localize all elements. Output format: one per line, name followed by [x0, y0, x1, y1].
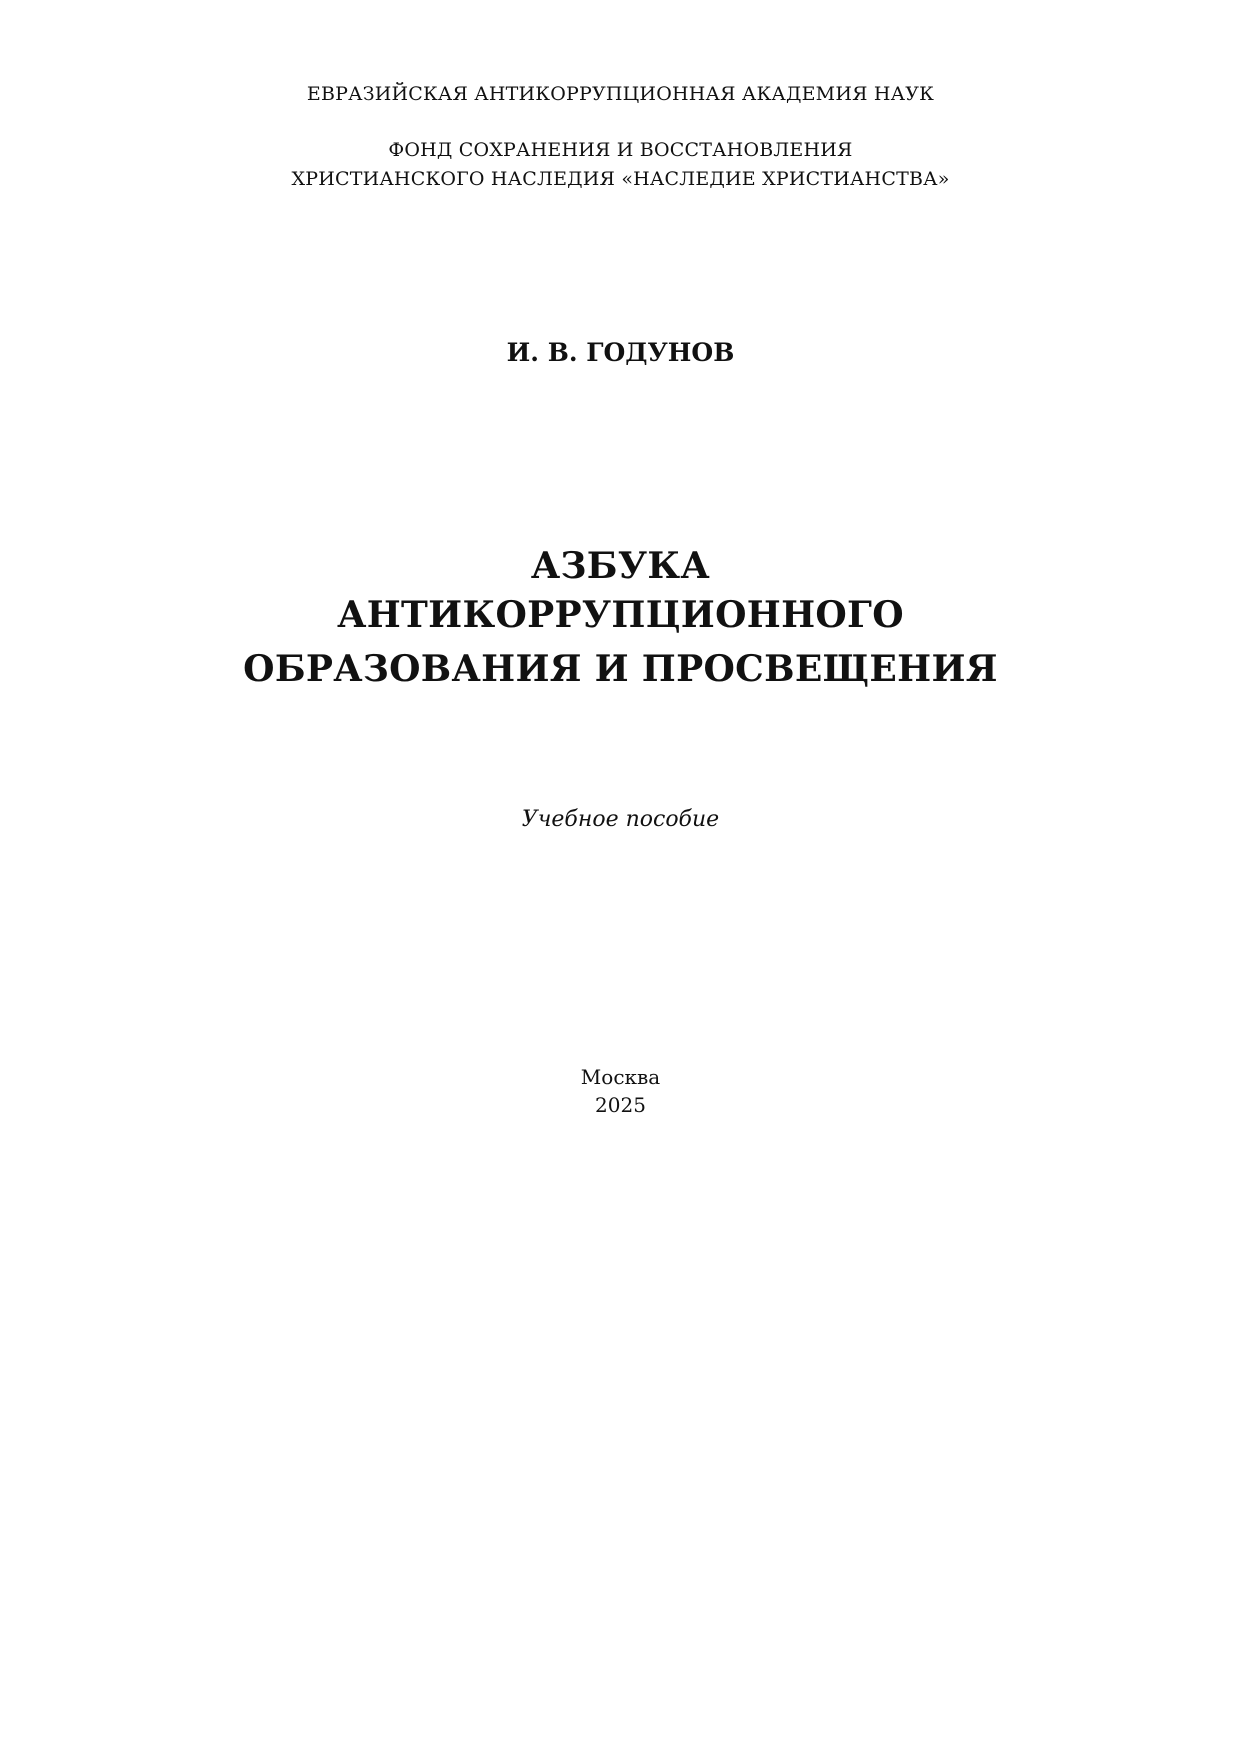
book-title-line-2: АНТИКОРРУПЦИОННОГО — [337, 594, 904, 636]
book-title-line-3: ОБРАЗОВАНИЯ И ПРОСВЕЩЕНИЯ — [243, 648, 998, 690]
foundation-name-line-1: ФОНД СОХРАНЕНИЯ И ВОССТАНОВЛЕНИЯ — [388, 139, 853, 161]
book-subtitle: Учебное пособие — [521, 807, 720, 832]
foundation-name-line-2: ХРИСТИАНСКОГО НАСЛЕДИЯ «НАСЛЕДИЕ ХРИСТИАНСТВА» — [291, 168, 950, 190]
publication-city: Москва — [580, 1065, 661, 1089]
organization-name: ЕВРАЗИЙСКАЯ АНТИКОРРУПЦИОННАЯ АКАДЕМИЯ НАУК — [306, 83, 935, 105]
publication-year: 2025 — [595, 1093, 646, 1117]
book-title-line-1: АЗБУКА — [530, 545, 711, 587]
author-name: И. В. ГОДУНОВ — [506, 338, 735, 367]
